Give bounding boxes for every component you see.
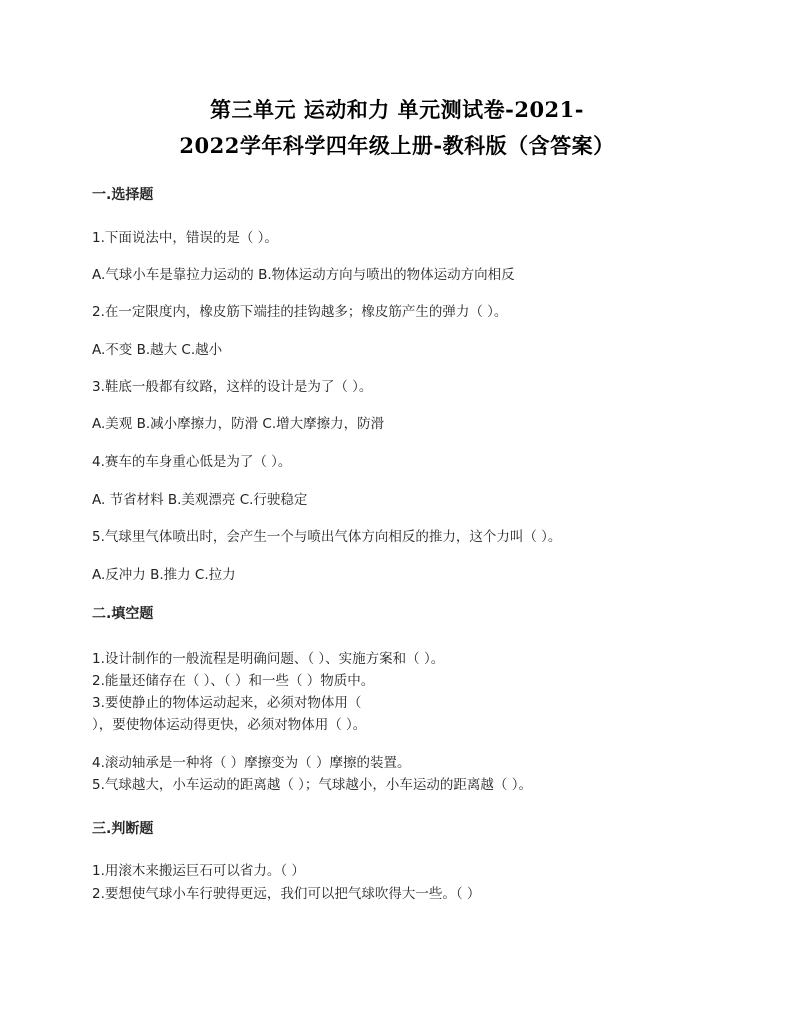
question-line: 5.气球越大，小车运动的距离越（ ）；气球越小，小车运动的距离越（ ）。 [92,777,532,793]
section-heading-fill-blank: 二.填空题 [92,606,154,622]
section-heading-choice: 一.选择题 [92,187,154,203]
question-line: 2.要想使气球小车行驶得更远，我们可以把气球吹得大一些。（ ） [92,886,481,902]
question-line: 3.鞋底一般都有纹路，这样的设计是为了（ ）。 [92,379,373,395]
section-heading-true-false: 三.判断题 [92,821,154,837]
document-title-line-1: 第三单元 运动和力 单元测试卷-2021- [210,97,584,122]
option-line: A. 节省材料 B.美观漂亮 C.行驶稳定 [92,492,308,508]
question-line: 1.用滚木来搬运巨石可以省力。（ ） [92,863,305,879]
question-line: ），要使物体运动得更快，必须对物体用（ ）。 [92,717,367,733]
question-line: 1.设计制作的一般流程是明确问题、（ ）、实施方案和（ ）。 [92,651,445,667]
document-title-line-2: 2022学年科学四年级上册-教科版（含答案） [179,133,615,158]
option-line: A.反冲力 B.推力 C.拉力 [92,567,236,583]
option-line: A.美观 B.减小摩擦力，防滑 C.增大摩擦力，防滑 [92,416,385,432]
question-line: 5.气球里气体喷出时，会产生一个与喷出气体方向相反的推力，这个力叫（ ）。 [92,529,562,545]
question-line: 1.下面说法中，错误的是（ ）。 [92,230,278,246]
question-line: 4.赛车的车身重心低是为了（ ）。 [92,454,292,470]
question-line: 4.滚动轴承是一种将（ ）摩擦变为（ ）摩擦的装置。 [92,755,411,771]
question-line: 3.要使静止的物体运动起来，必须对物体用（ [92,695,362,711]
question-line: 2.能量还储存在（ ）、（ ）和一些（ ）物质中。 [92,673,375,689]
option-line: A.气球小车是靠拉力运动的 B.物体运动方向与喷出的物体运动方向相反 [92,267,515,283]
option-line: A.不变 B.越大 C.越小 [92,342,223,358]
question-line: 2.在一定限度内，橡皮筋下端挂的挂钩越多；橡皮筋产生的弹力（ ）。 [92,304,508,320]
